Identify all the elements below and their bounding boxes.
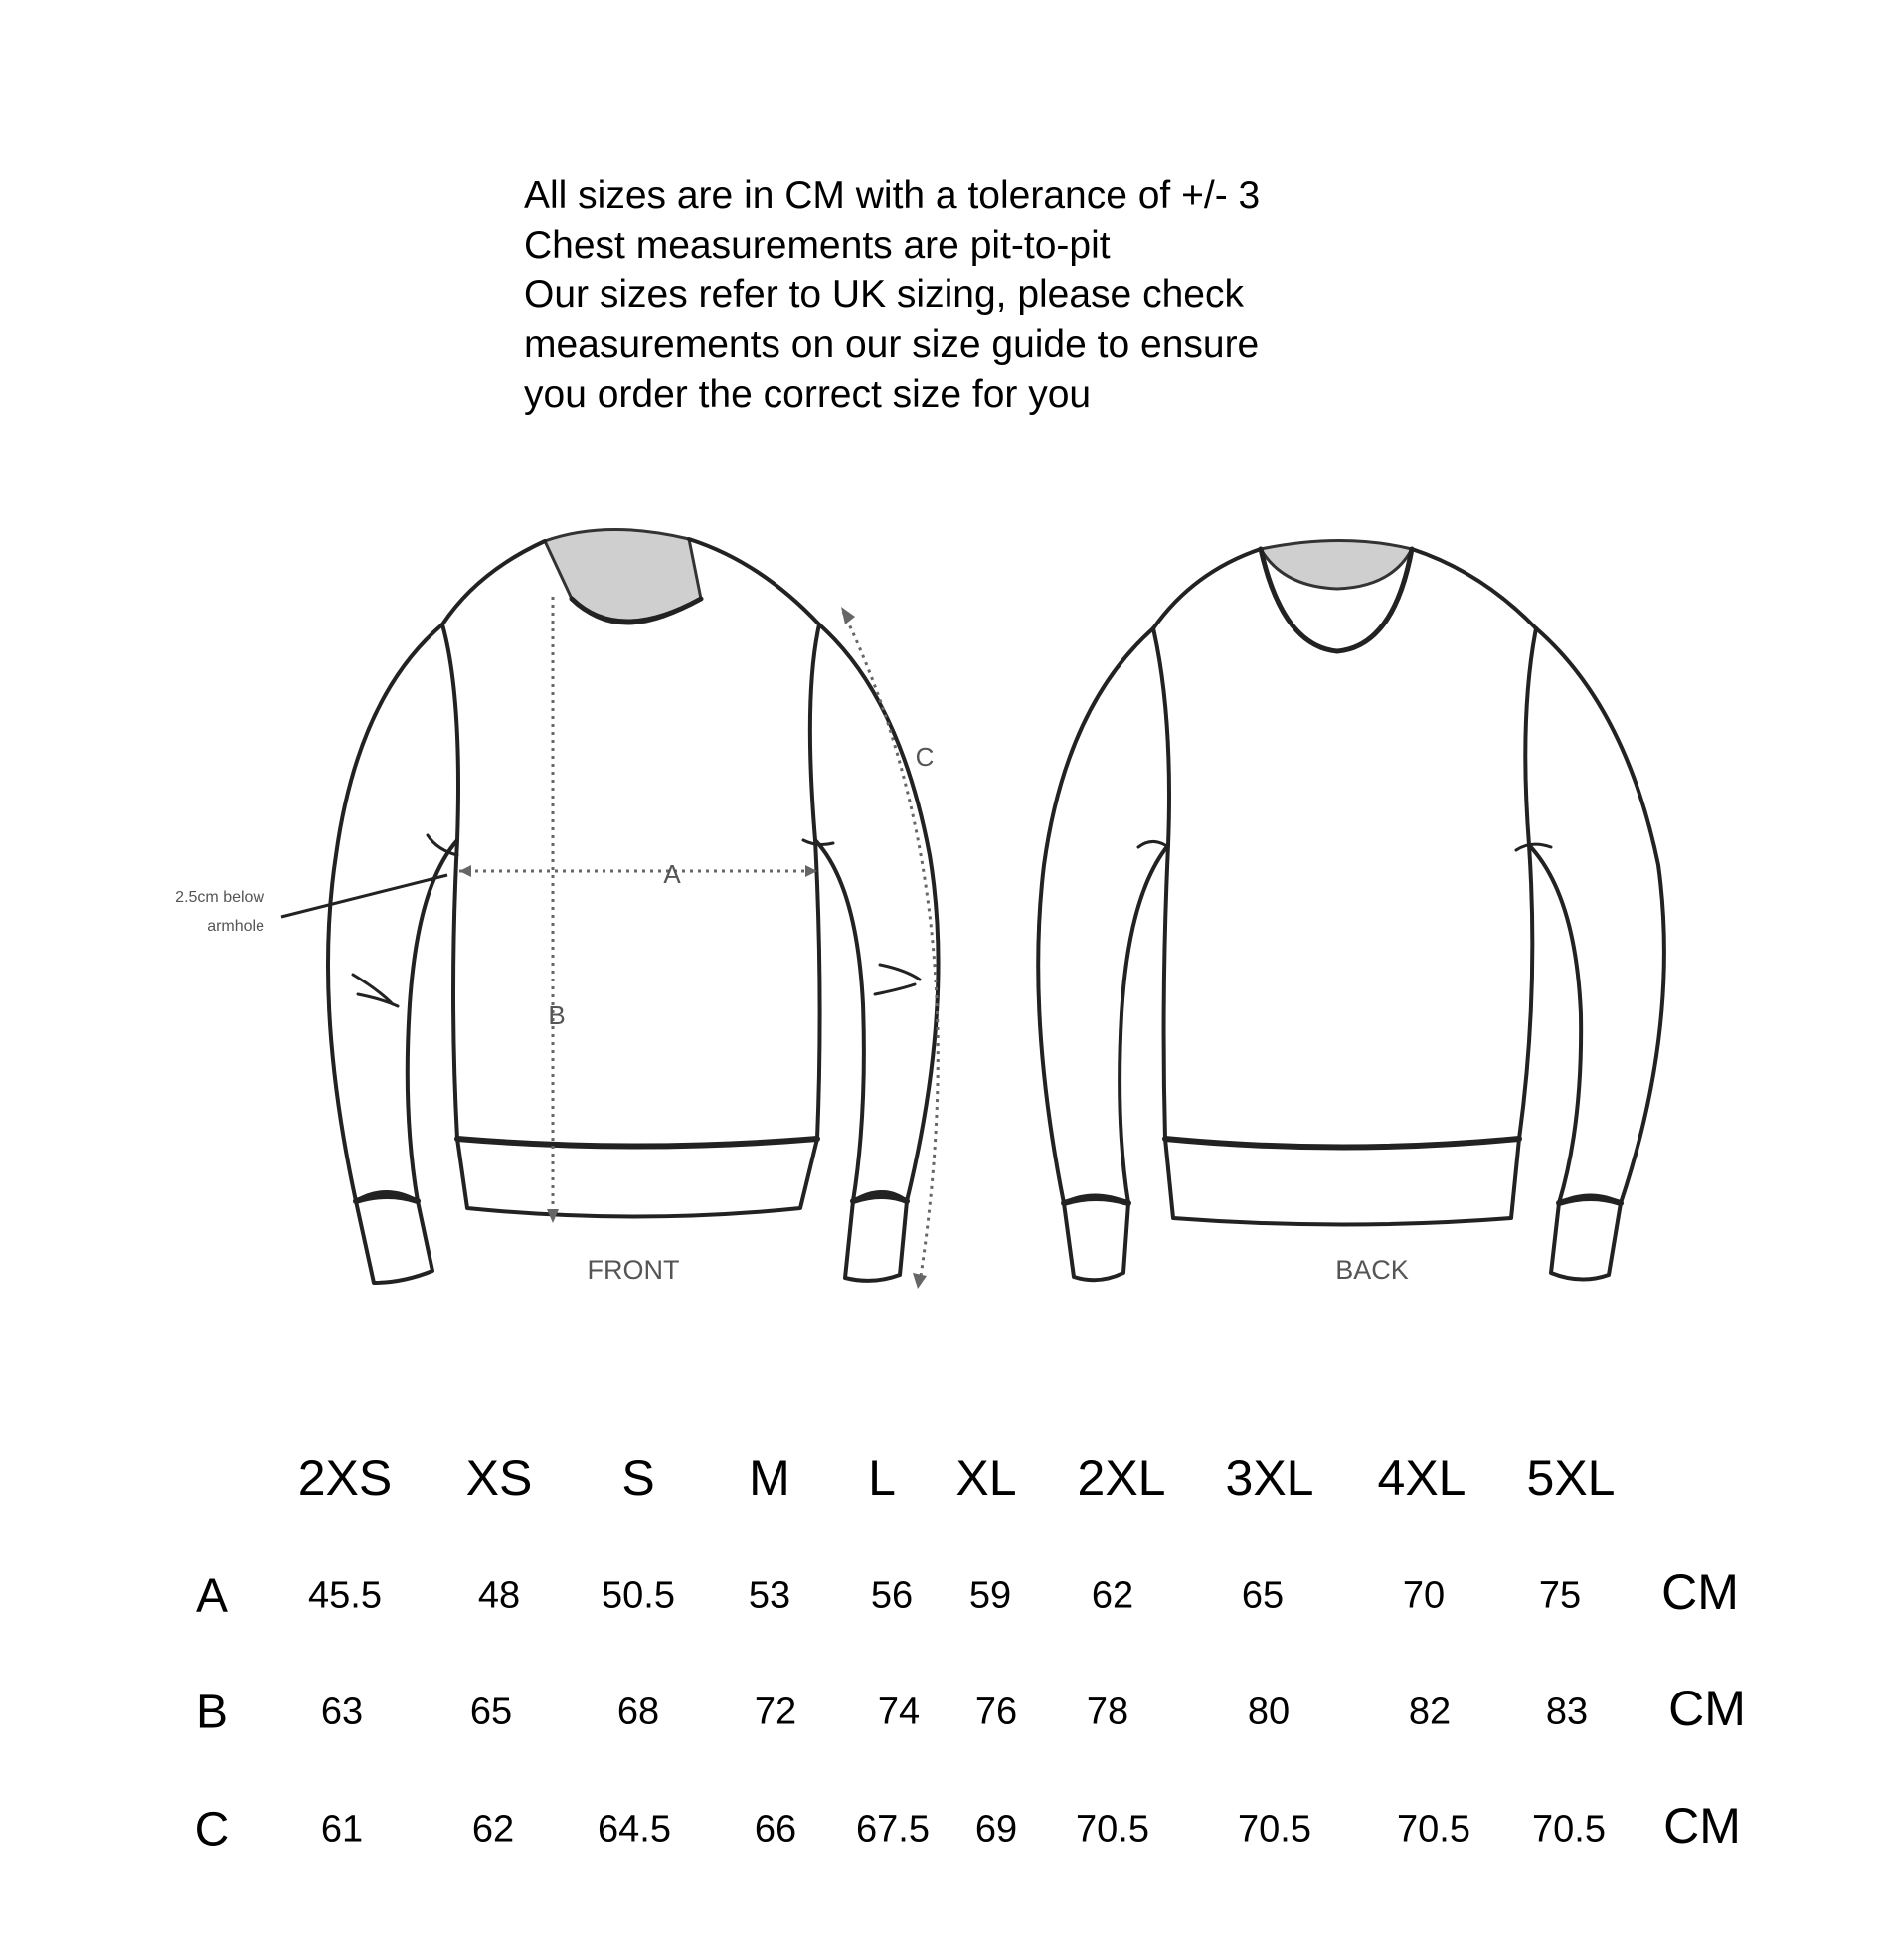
table-cell: 63 (320, 1691, 364, 1733)
table-cell: 61 (320, 1808, 364, 1851)
table-cell: 72 (754, 1691, 797, 1733)
size-header: S (621, 1450, 655, 1506)
arrow-c-top (841, 607, 855, 624)
size-header: XS (465, 1450, 533, 1506)
table-cell: 65 (469, 1691, 513, 1733)
measurement-guides (459, 597, 938, 1283)
back-sweatshirt (1038, 541, 1664, 1281)
unit-label: CM (1663, 1798, 1741, 1854)
arrow-a-left (459, 865, 471, 877)
table-cell: 62 (1091, 1574, 1134, 1617)
table-cell: 83 (1545, 1691, 1589, 1733)
back-label: BACK (1335, 1255, 1409, 1285)
table-cell: 76 (974, 1691, 1018, 1733)
note-line: measurements on our size guide to ensure (524, 323, 1260, 366)
table-cell: 59 (968, 1574, 1012, 1617)
measure-label-c: C (915, 742, 935, 772)
armhole-note-line1: 2.5cm below (175, 889, 264, 906)
table-cell: 70.5 (1532, 1808, 1606, 1851)
table-cell: 70.5 (1076, 1808, 1149, 1851)
row-label: A (195, 1569, 229, 1623)
table-cell: 45.5 (308, 1574, 382, 1617)
table-cell: 65 (1241, 1574, 1285, 1617)
table-cell: 50.5 (602, 1574, 675, 1617)
unit-label: CM (1668, 1681, 1746, 1736)
table-cell: 80 (1247, 1691, 1291, 1733)
front-label: FRONT (587, 1255, 680, 1285)
size-header: 5XL (1526, 1450, 1616, 1506)
size-header: XL (955, 1450, 1017, 1506)
table-cell: 78 (1086, 1691, 1129, 1733)
table-cell: 69 (974, 1808, 1018, 1851)
front-sweatshirt (328, 529, 939, 1283)
table-cell: 53 (748, 1574, 791, 1617)
table-cell: 67.5 (856, 1808, 930, 1851)
size-header: 2XL (1077, 1450, 1166, 1506)
sweatshirt-diagram (0, 497, 1897, 1342)
size-header: L (868, 1450, 896, 1506)
unit-label: CM (1661, 1564, 1739, 1620)
size-header: 4XL (1377, 1450, 1466, 1506)
table-cell: 70.5 (1397, 1808, 1470, 1851)
note-line: Chest measurements are pit-to-pit (524, 224, 1111, 267)
table-cell: 56 (870, 1574, 914, 1617)
measure-label-a: A (663, 859, 681, 889)
table-cell: 48 (477, 1574, 521, 1617)
row-label: C (194, 1803, 230, 1857)
table-cell: 62 (471, 1808, 515, 1851)
row-label: B (195, 1686, 229, 1739)
table-cell: 68 (616, 1691, 660, 1733)
table-cell: 66 (754, 1808, 797, 1851)
note-line: you order the correct size for you (524, 373, 1092, 416)
size-header: 3XL (1225, 1450, 1314, 1506)
table-cell: 64.5 (598, 1808, 671, 1851)
size-header: M (749, 1450, 790, 1506)
armhole-note-line2: armhole (207, 918, 264, 935)
note-line: Our sizes refer to UK sizing, please check (524, 273, 1244, 316)
note-line: All sizes are in CM with a tolerance of +/- 3 (524, 174, 1261, 217)
size-header: 2XS (297, 1450, 393, 1506)
table-cell: 82 (1408, 1691, 1452, 1733)
arrow-c-bottom (913, 1273, 927, 1289)
table-cell: 70 (1402, 1574, 1446, 1617)
measure-label-b: B (548, 1000, 566, 1030)
measurement-notes (524, 171, 1518, 420)
table-cell: 74 (877, 1691, 921, 1733)
table-cell: 70.5 (1238, 1808, 1311, 1851)
back-collar (1261, 541, 1412, 590)
table-cell: 75 (1538, 1574, 1582, 1617)
